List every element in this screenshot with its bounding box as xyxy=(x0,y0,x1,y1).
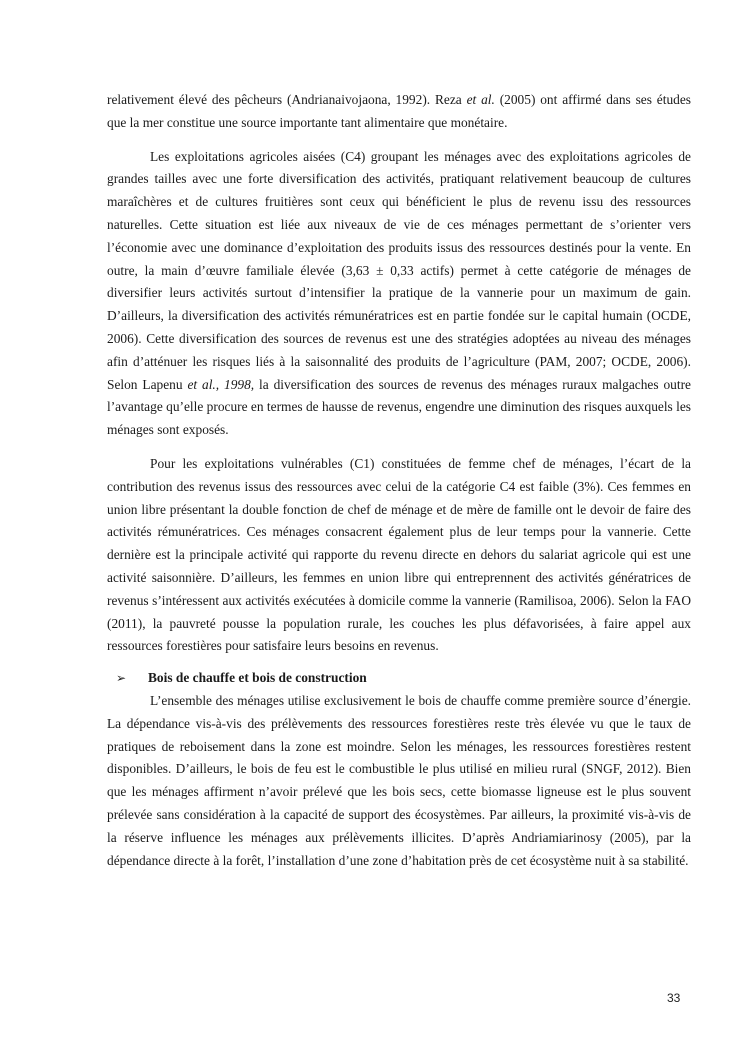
section-heading xyxy=(107,667,691,690)
section-title: Bois de chauffe et bois de construction xyxy=(148,670,367,686)
arrow-right-icon: ➢ xyxy=(116,671,127,686)
paragraph-4: L’ensemble des ménages utilise exclusivement le bois de chauffe comme première source d’énergie. La dépendance vis-à-vis des prélèvements des ressources forestières reste très élevée vu que le taux de pratiques de reboisement dans la zone est moindre. Selon les ménages, les ressources forestières restent disponibles. D’ailleurs, le bois de feu est le combustible le plus utilisé en milieu rural (SNGF, 2012). Bien que les ménages affirment n’avoir prélevé que les bois secs, cette biomasse ligneuse est le plus souvent prélevée sans considération à la capacité de support des écosystèmes. Par ailleurs, la proximité vis-à-vis de la réserve influence les ménages aux prélèvements illicites. D’après Andriamiarinosy (2005), par la dépendance directe à la forêt, l’installation d’une zone d’habitation près de cet écosystème nuit à sa stabilité. xyxy=(107,692,691,868)
paragraph-3: Pour les exploitations vulnérables (C1) constituées de femme chef de ménages, l’écart de la contribution des revenus issus des ressources avec celui de la catégorie C4 est faible (3%). Ces femmes en union libre présentant la double fonction de chef de ménage et de mère de famille ont le devoir de faire des activités rémunératrices. Ces ménages consacrent également plus de leur temps pour la vannerie. Cette dernière est la principale activité qui rapporte du revenu directe en dehors du salariat agricole qui est une activité saisonnière. D’ailleurs, les femmes en union libre qui entreprennent des activités génératrices de revenus s’intéressent aux activités exécutées à domicile comme la vannerie (Ramilisoa, 2006). Selon la FAO (2011), la pauvreté pousse la population rurale, les couches les plus défavorisées, à faire appel aux ressources forestières pour satisfaire leurs besoins en revenus. xyxy=(107,455,691,654)
paragraph-1: relativement élevé des pêcheurs (Andrianaivojaona, 1992). Reza et al. (2005) ont affirmé dans ses études que la mer constitue une source importante tant alimentaire que monétaire. xyxy=(107,92,691,130)
document-page xyxy=(107,89,691,872)
paragraph-2: Les exploitations agricoles aisées (C4) groupant les ménages avec des exploitations agricoles de grandes tailles avec une forte diversification des activités, pratiquant relativement beaucoup de cultures maraîchères et de cultures fruitières sont ceux qui bénéficient le plus de revenu issu des ressources naturelles. Cette situation est liée aux niveaux de vie de ces ménages permettant de s’orienter vers l’économie avec une dominance d’exploitation des produits issus des ressources destinés pour la vente. En outre, la main d’œuvre familiale élevée (3,63 ± 0,33 actifs) permet à cette catégorie de ménages de diversifier leurs activités surtout d’intensifier la pratique de la vannerie pour un maximum de gain. D’ailleurs, la diversification des activités rémunératrices est en partie fondée sur le capital humain (OCDE, 2006). Cette diversification des sources de revenus est une des stratégies adoptées au niveau des ménages afin d’atténuer les risques liés à la saisonnalité des produits de l’agriculture (PAM, 2007; OCDE, 2006). Selon Lapenu et al., 1998, la diversification des sources de revenus des ménages ruraux malgaches outre l’avantage qu’elle procure en termes de hausse de revenus, engendre une diminution des risques auxquels les ménages sont exposés. xyxy=(107,148,691,438)
page-number: 33 xyxy=(667,991,681,1005)
